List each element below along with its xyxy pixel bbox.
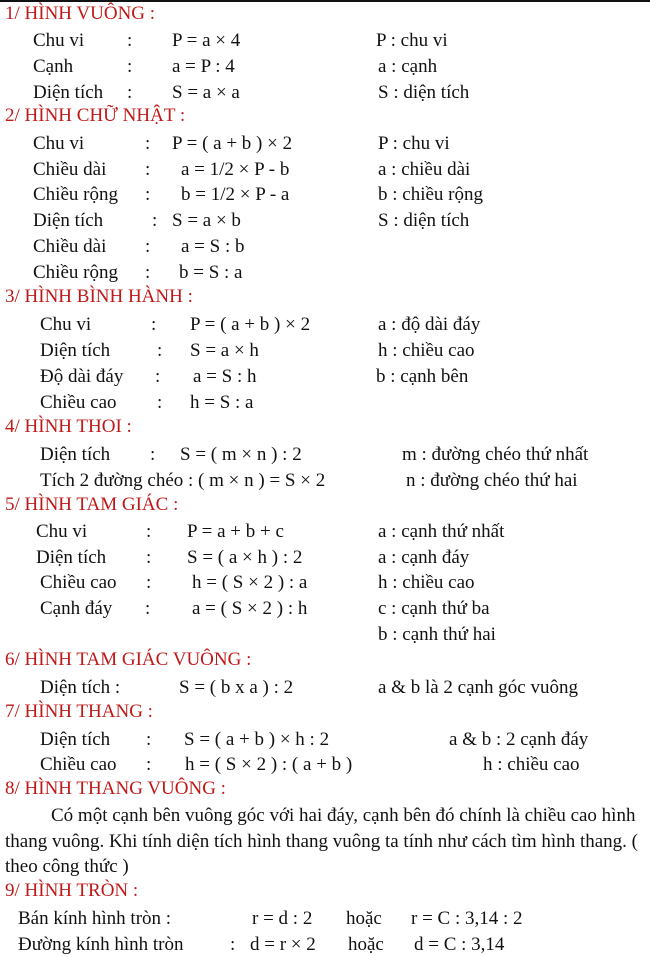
formula: P = ( a + b ) × 2 xyxy=(172,133,293,154)
formula: h = S : a xyxy=(190,392,254,413)
legend: h : chiều cao xyxy=(378,340,475,361)
formula: S = a × h xyxy=(190,340,259,361)
formula: P = a + b + c xyxy=(187,521,284,542)
colon: : xyxy=(145,184,151,205)
legend: b : cạnh bên xyxy=(376,366,469,387)
colon: : xyxy=(155,366,161,387)
formula: S = a × b xyxy=(172,210,241,231)
formula: a = 1/2 × P - b xyxy=(181,159,290,180)
formula: S = ( b x a ) : 2 xyxy=(179,677,294,698)
legend: P : chu vi xyxy=(376,30,448,51)
label: Đường kính hình tròn xyxy=(18,934,184,955)
legend: m : đường chéo thứ nhất xyxy=(402,444,589,465)
section-title-trapezoid: 7/ HÌNH THANG : xyxy=(5,701,153,722)
formula: h = ( S × 2 ) : ( a + b ) xyxy=(185,754,353,775)
legend: S : diện tích xyxy=(378,210,470,231)
formula-alt: r = C : 3,14 : 2 xyxy=(411,908,523,929)
label: Diện tích xyxy=(40,340,111,361)
colon: : xyxy=(127,30,133,51)
label: Diện tích xyxy=(40,444,111,465)
formula: S = ( a + b ) × h : 2 xyxy=(184,729,330,750)
label: Diện tích : xyxy=(40,677,121,698)
legend: c : cạnh thứ ba xyxy=(378,598,490,619)
legend: b : chiều rộng xyxy=(378,184,484,205)
label: Cạnh đáy xyxy=(40,598,113,619)
formula: d = r × 2 xyxy=(250,934,316,955)
colon: : xyxy=(157,392,163,413)
section-title-rectangle: 2/ HÌNH CHỮ NHẬT : xyxy=(5,105,186,126)
section-title-parallelogram: 3/ HÌNH BÌNH HÀNH : xyxy=(5,286,193,307)
section-title-right-trapezoid: 8/ HÌNH THANG VUÔNG : xyxy=(5,778,226,799)
formula: a = S : b xyxy=(181,236,245,257)
label: Chiều dài xyxy=(33,159,107,180)
formula: S = a × a xyxy=(172,82,240,103)
formula: S = ( a × h ) : 2 xyxy=(187,547,303,568)
section-title-square: 1/ HÌNH VUÔNG : xyxy=(5,3,156,24)
colon: : xyxy=(127,82,133,103)
or-word: hoặc xyxy=(346,908,382,929)
legend: h : chiều cao xyxy=(483,754,580,775)
colon: : xyxy=(145,133,151,154)
colon: : xyxy=(146,572,152,593)
legend: a : cạnh đáy xyxy=(378,547,470,568)
legend: a : cạnh xyxy=(378,56,438,77)
colon: : xyxy=(146,547,152,568)
right-trapezoid-paragraph xyxy=(5,803,647,880)
label: Diện tích xyxy=(36,547,107,568)
legend: a & b là 2 cạnh góc vuông xyxy=(378,677,578,698)
colon: : xyxy=(145,598,151,619)
label: Diện tích xyxy=(40,729,111,750)
label: Chu vi xyxy=(40,314,92,335)
label: Diện tích xyxy=(33,210,104,231)
label: Chiều cao xyxy=(40,754,117,775)
section-title-triangle: 5/ HÌNH TAM GIÁC : xyxy=(5,494,179,515)
label: Chiều rộng xyxy=(33,184,118,205)
formula: P = a × 4 xyxy=(172,30,241,51)
legend: a & b : 2 cạnh đáy xyxy=(449,729,589,750)
colon: : xyxy=(150,444,156,465)
legend: h : chiều cao xyxy=(378,572,475,593)
colon: : xyxy=(127,56,133,77)
label: Cạnh xyxy=(33,56,74,77)
section-title-rhombus: 4/ HÌNH THOI : xyxy=(5,416,132,437)
formula: a = ( S × 2 ) : h xyxy=(192,598,308,619)
formula: S = ( m × n ) : 2 xyxy=(180,444,302,465)
colon: : xyxy=(145,159,151,180)
label: Chu vi xyxy=(36,521,88,542)
formula: a = P : 4 xyxy=(172,56,235,77)
colon: : xyxy=(151,314,157,335)
colon: : xyxy=(146,729,152,750)
section-title-circle: 9/ HÌNH TRÒN : xyxy=(5,880,139,901)
colon: : xyxy=(146,521,152,542)
legend: a : cạnh thứ nhất xyxy=(378,521,505,542)
label: Tích 2 đường chéo : ( m × n ) = S × 2 xyxy=(40,470,326,491)
formula: r = d : 2 xyxy=(252,908,313,929)
label: Chiều cao xyxy=(40,392,117,413)
formula: a = S : h xyxy=(193,366,257,387)
formula: h = ( S × 2 ) : a xyxy=(192,572,308,593)
label: Chiều cao xyxy=(40,572,117,593)
formula: P = ( a + b ) × 2 xyxy=(190,314,311,335)
legend: b : cạnh thứ hai xyxy=(378,624,496,645)
legend: S : diện tích xyxy=(378,82,470,103)
top-rule xyxy=(0,0,650,2)
label: Chiều dài xyxy=(33,236,107,257)
colon: : xyxy=(145,262,151,283)
paragraph-text: Có một cạnh bên vuông góc với hai đáy, cạnh bên đó chính là chiều cao hình thang vuông. Khi tính diện tích hình thang vuông ta tính như cách tìm hình thang. ( theo công thức ) xyxy=(5,805,638,877)
label: Chiều rộng xyxy=(33,262,118,283)
colon: : xyxy=(152,210,158,231)
section-title-right-triangle: 6/ HÌNH TAM GIÁC VUÔNG : xyxy=(5,649,252,670)
legend: a : chiều dài xyxy=(378,159,471,180)
colon: : xyxy=(146,754,152,775)
or-word: hoặc xyxy=(348,934,384,955)
label: Chu vi xyxy=(33,30,85,51)
legend: a : độ dài đáy xyxy=(378,314,481,335)
label: Bán kính hình tròn : xyxy=(18,908,172,929)
legend: P : chu vi xyxy=(378,133,450,154)
colon: : xyxy=(145,236,151,257)
formula: b = 1/2 × P - a xyxy=(181,184,290,205)
formula-alt: d = C : 3,14 xyxy=(414,934,505,955)
legend: n : đường chéo thứ hai xyxy=(406,470,578,491)
colon: : xyxy=(157,340,163,361)
formula: b = S : a xyxy=(179,262,243,283)
label: Chu vi xyxy=(33,133,85,154)
label: Diện tích xyxy=(33,82,104,103)
colon: : xyxy=(230,934,236,955)
label: Độ dài đáy xyxy=(40,366,124,387)
